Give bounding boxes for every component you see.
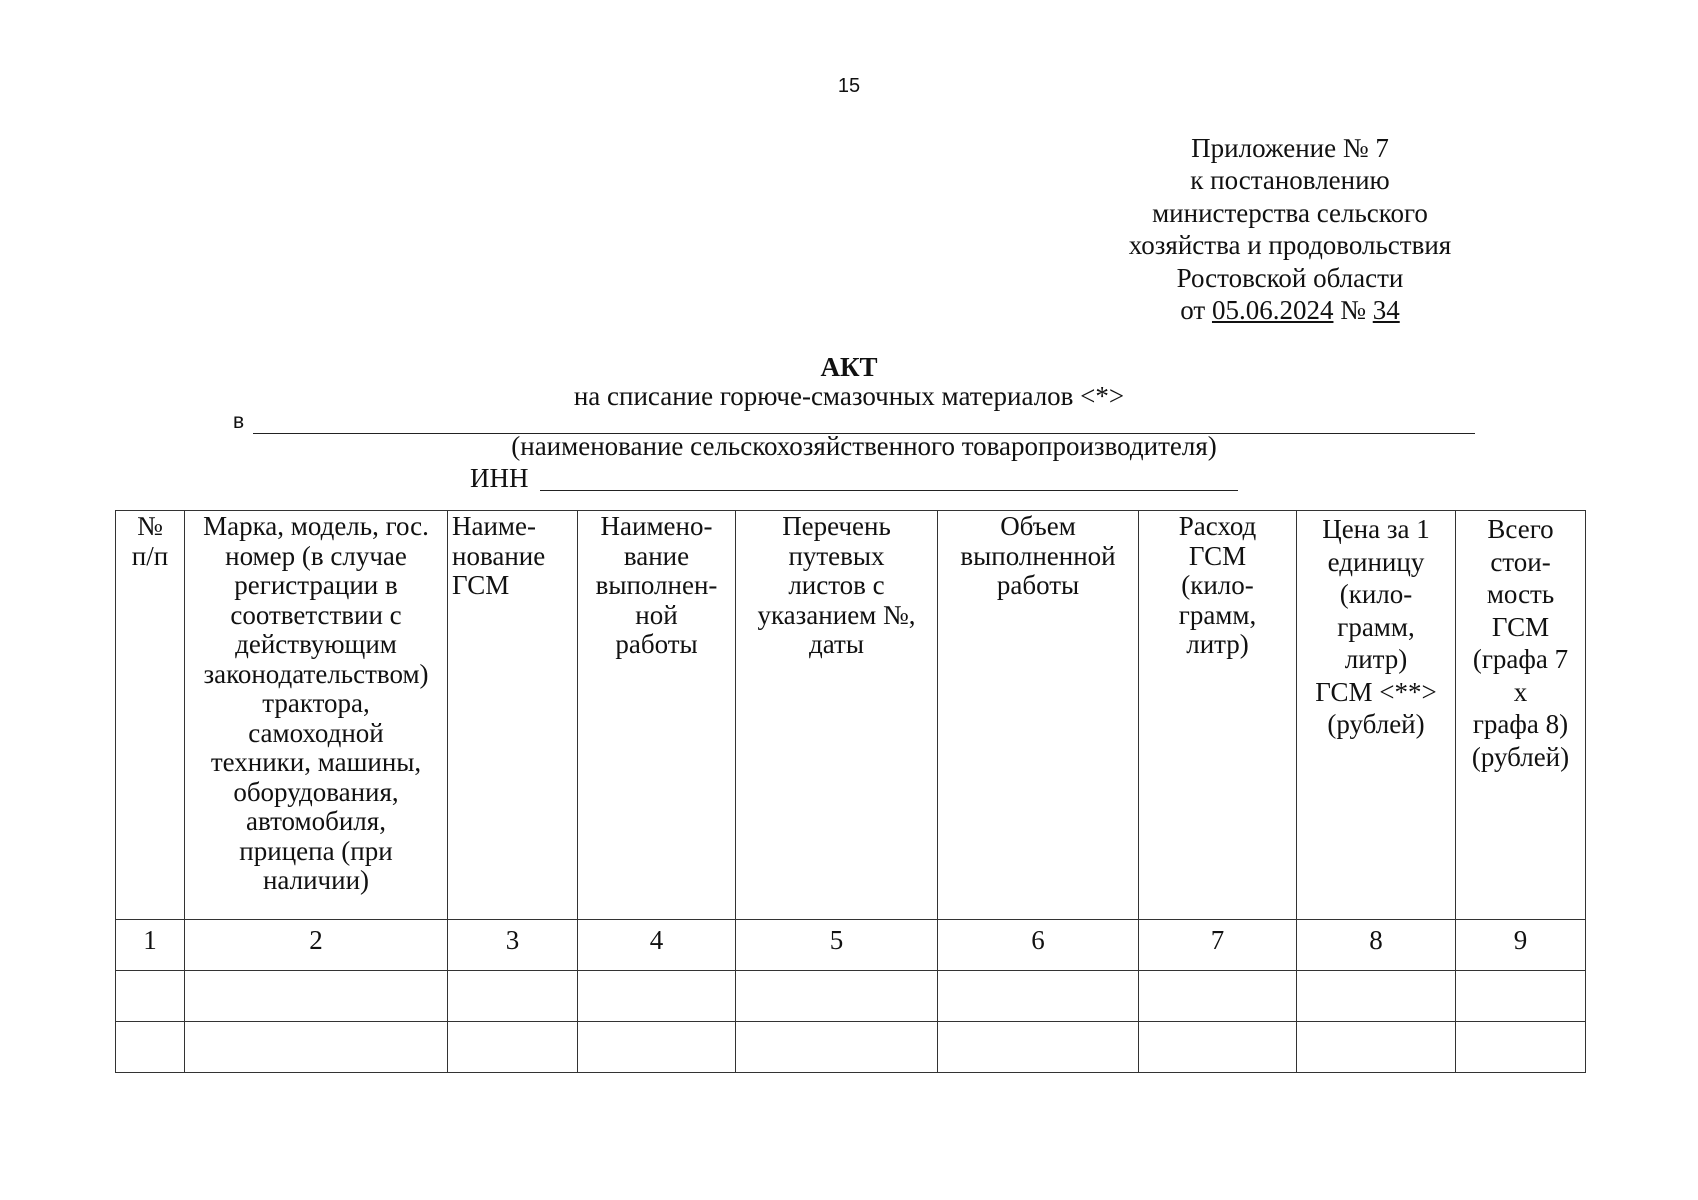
column-number-cell: 7: [1139, 920, 1297, 971]
column-number-cell: 4: [578, 920, 736, 971]
table-cell: [1297, 971, 1456, 1022]
header-cell: [578, 511, 736, 920]
header-line: ной: [635, 599, 678, 630]
header-line: Цена за 1: [1322, 514, 1430, 544]
resolution-number: 34: [1372, 295, 1400, 326]
header-line: Марка, модель, гос.: [203, 511, 429, 541]
table-cell: [1297, 1022, 1456, 1073]
header-cell: [1139, 511, 1297, 920]
header-line: действующим: [235, 629, 397, 659]
column-number-cell: 8: [1297, 920, 1456, 971]
appendix-date-line: [1090, 294, 1490, 326]
header-line: п/п: [131, 540, 169, 571]
header-line: (кило-: [1181, 570, 1254, 600]
header-line: литр): [1344, 644, 1408, 674]
header-cell: [1456, 511, 1586, 920]
header-line: трактора,: [262, 688, 370, 718]
header-cell: [1297, 511, 1456, 920]
number-prefix: №: [1333, 295, 1373, 326]
column-number-cell: 2: [185, 920, 448, 971]
appendix-block: [1090, 132, 1490, 326]
header-line: ГСМ: [1491, 611, 1550, 642]
column-number-cell: 9: [1456, 920, 1586, 971]
header-line: нование: [452, 540, 546, 571]
header-cell: [116, 511, 185, 920]
header-line: (кило-: [1339, 579, 1413, 609]
header-line: (графа 7: [1472, 644, 1569, 674]
table-header-row: [116, 511, 1586, 920]
table-cell: [938, 1022, 1139, 1073]
table-cell: [1456, 1022, 1586, 1073]
header-line: самоходной: [248, 717, 384, 748]
header-line: №: [137, 511, 163, 541]
organization-caption: (наименование сельскохозяйственного товаропроизводителя): [511, 431, 1217, 461]
header-line: выполненной: [960, 540, 1116, 571]
header-line: (рублей): [1471, 741, 1570, 772]
header-line: Наиме-: [452, 511, 536, 541]
header-line: графа 8): [1472, 709, 1569, 739]
table-cell: [1139, 1022, 1297, 1073]
header-line: Наимено-: [600, 511, 713, 541]
header-line: указанием №,: [757, 599, 916, 630]
header-cell: [448, 511, 578, 920]
header-line: выполнен-: [595, 570, 718, 600]
header-line: Объем: [1000, 511, 1076, 541]
header-line: прицепа (при: [239, 835, 393, 866]
column-number-cell: 1: [116, 920, 185, 971]
header-line: грамм,: [1337, 611, 1415, 642]
appendix-line: Ростовской области: [1176, 262, 1404, 293]
header-line: ГСМ: [452, 570, 510, 600]
header-line: автомобиля,: [246, 806, 386, 836]
header-line: регистрации в: [234, 570, 398, 600]
fuel-writeoff-table: [115, 510, 1586, 1073]
appendix-line: Приложение № 7: [1191, 133, 1389, 163]
header-line: наличии): [262, 865, 370, 895]
appendix-line: к постановлению: [1190, 165, 1390, 196]
table-cell: [448, 971, 578, 1022]
table-cell: [736, 1022, 938, 1073]
header-line: техники, машины,: [210, 747, 422, 777]
header-line: законодательством): [203, 658, 429, 689]
header-line: единицу: [1327, 546, 1425, 577]
header-line: оборудования,: [233, 776, 399, 807]
table-row: [116, 971, 1586, 1022]
header-line: ГСМ <**>: [1315, 676, 1437, 707]
inn-field-line: [540, 490, 1238, 491]
column-number-row: [116, 920, 1586, 971]
header-line: путевых: [788, 540, 885, 571]
header-line: листов с: [788, 570, 885, 600]
header-line: Всего: [1487, 514, 1554, 544]
header-cell: [185, 511, 448, 920]
header-line: стои-: [1490, 546, 1551, 577]
appendix-line: хозяйства и продовольствия: [1128, 230, 1452, 261]
table-row: [116, 1022, 1586, 1073]
header-line: ГСМ: [1188, 540, 1247, 571]
header-line: х: [1513, 676, 1528, 707]
table-cell: [1456, 971, 1586, 1022]
page-number: 15: [837, 75, 861, 97]
header-line: мость: [1486, 579, 1555, 609]
inn-label: ИНН: [470, 463, 529, 493]
header-line: номер (в случае: [225, 540, 407, 571]
date-prefix: от: [1180, 295, 1212, 326]
header-line: вание: [623, 540, 690, 571]
table-cell: [938, 971, 1139, 1022]
table-cell: [448, 1022, 578, 1073]
table-cell: [578, 1022, 736, 1073]
header-line: соответствии с: [230, 599, 402, 630]
header-cell: [938, 511, 1139, 920]
header-line: Перечень: [782, 511, 891, 541]
table-cell: [1139, 971, 1297, 1022]
column-number-cell: 3: [448, 920, 578, 971]
header-line: Расход: [1178, 511, 1257, 541]
header-line: даты: [809, 629, 864, 659]
act-title: АКТ: [820, 352, 878, 382]
header-line: работы: [615, 629, 698, 659]
act-subtitle: на списание горюче-смазочных материалов <*>: [573, 381, 1125, 411]
resolution-date: 05.06.2024: [1211, 295, 1334, 326]
header-line: (рублей): [1327, 709, 1425, 739]
appendix-line: министерства сельского: [1152, 197, 1428, 228]
header-line: грамм,: [1178, 599, 1257, 630]
column-number-cell: 5: [736, 920, 938, 971]
header-line: литр): [1186, 629, 1249, 659]
table-cell: [185, 971, 448, 1022]
column-number-cell: 6: [938, 920, 1139, 971]
table-cell: [116, 1022, 185, 1073]
table-cell: [736, 971, 938, 1022]
in-label: в: [233, 410, 245, 433]
table-cell: [185, 1022, 448, 1073]
header-line: работы: [996, 570, 1080, 600]
header-cell: [736, 511, 938, 920]
table-cell: [578, 971, 736, 1022]
table-cell: [116, 971, 185, 1022]
